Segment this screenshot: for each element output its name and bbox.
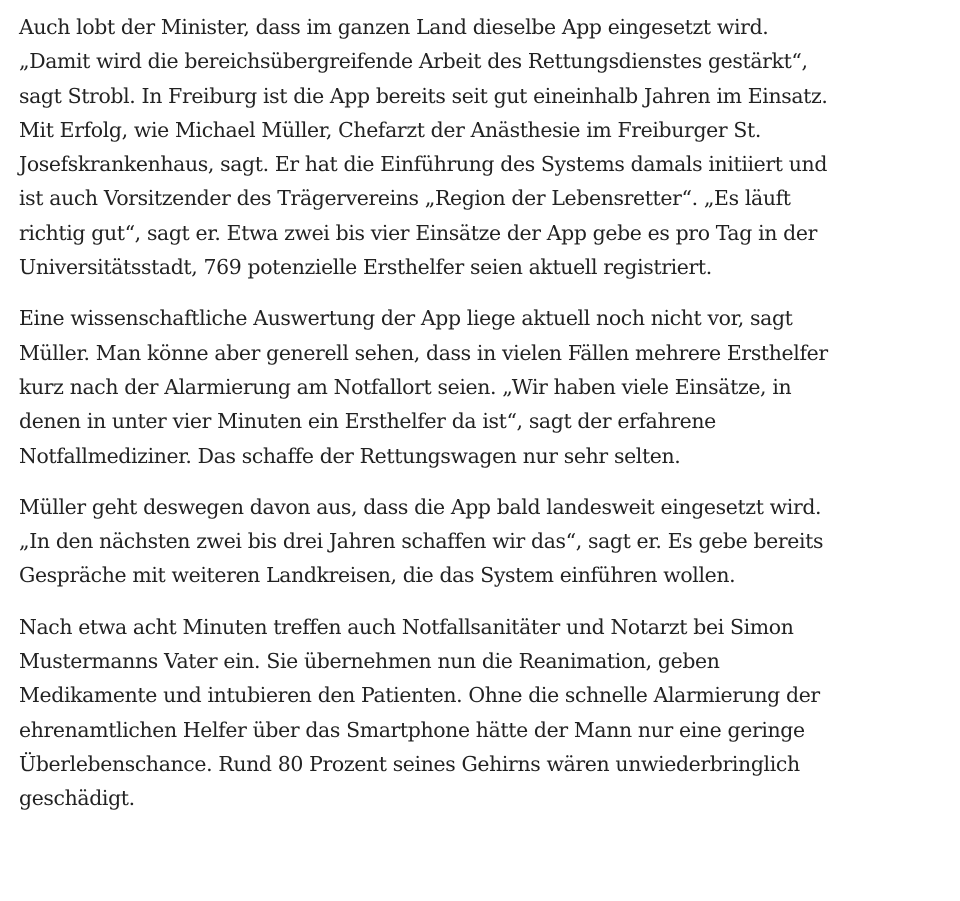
text-line: geschädigt. <box>19 786 135 811</box>
text-line: Notfallmediziner. Das schaffe der Rettungswagen nur sehr selten. <box>19 443 681 468</box>
text-line: Müller. Man könne aber generell sehen, dass in vielen Fällen mehrere Ersthelfer <box>19 340 828 365</box>
text-line: Mustermanns Vater ein. Sie übernehmen nun die Reanimation, geben <box>19 649 720 674</box>
text-line: ist auch Vorsitzender des Trägervereins „Region der Lebensretter“. „Es läuft <box>19 186 791 211</box>
text-line: denen in unter vier Minuten ein Ersthelfer da ist“, sagt der erfahrene <box>19 409 716 434</box>
text-line: Universitätsstadt, 769 potenzielle Ersthelfer seien aktuell registriert. <box>19 255 712 280</box>
text-line: Müller geht deswegen davon aus, dass die App bald landesweit eingesetzt wird. <box>19 494 822 519</box>
text-line: Eine wissenschaftliche Auswertung der App liege aktuell noch nicht vor, sagt <box>19 306 793 331</box>
paragraph-emergency-arrival <box>19 610 940 816</box>
text-line: sagt Strobl. In Freiburg ist die App bereits seit gut eineinhalb Jahren im Einsatz. <box>19 83 828 108</box>
text-line: „In den nächsten zwei bis drei Jahren schaffen wir das“, sagt er. Es gebe bereits <box>19 529 824 554</box>
text-line: „Damit wird die bereichsübergreifende Arbeit des Rettungsdienstes gestärkt“, <box>19 49 808 74</box>
paragraph-scientific-evaluation <box>19 301 940 472</box>
text-line: Überlebenschance. Rund 80 Prozent seines Gehirns wären unwiederbringlich <box>19 751 800 776</box>
text-line: Gespräche mit weiteren Landkreisen, die das System einführen wollen. <box>19 563 736 588</box>
text-line: richtig gut“, sagt er. Etwa zwei bis vier Einsätze der App gebe es pro Tag in der <box>19 220 817 245</box>
text-line: Nach etwa acht Minuten treffen auch Notfallsanitäter und Notarzt bei Simon <box>19 614 794 639</box>
text-line: Mit Erfolg, wie Michael Müller, Chefarzt der Anästhesie im Freiburger St. <box>19 117 761 142</box>
text-line: Josefskrankenhaus, sagt. Er hat die Einführung des Systems damals initiiert und <box>19 152 828 177</box>
text-line: ehrenamtlichen Helfer über das Smartphone hätte der Mann nur eine geringe <box>19 717 805 742</box>
text-line: Medikamente und intubieren den Patienten. Ohne die schnelle Alarmierung der <box>19 683 820 708</box>
paragraph-statewide-rollout <box>19 490 940 593</box>
paragraph-minister-praise <box>19 10 940 284</box>
text-line: Auch lobt der Minister, dass im ganzen Land dieselbe App eingesetzt wird. <box>19 15 769 39</box>
text-line: kurz nach der Alarmierung am Notfallort seien. „Wir haben viele Einsätze, in <box>19 374 792 399</box>
